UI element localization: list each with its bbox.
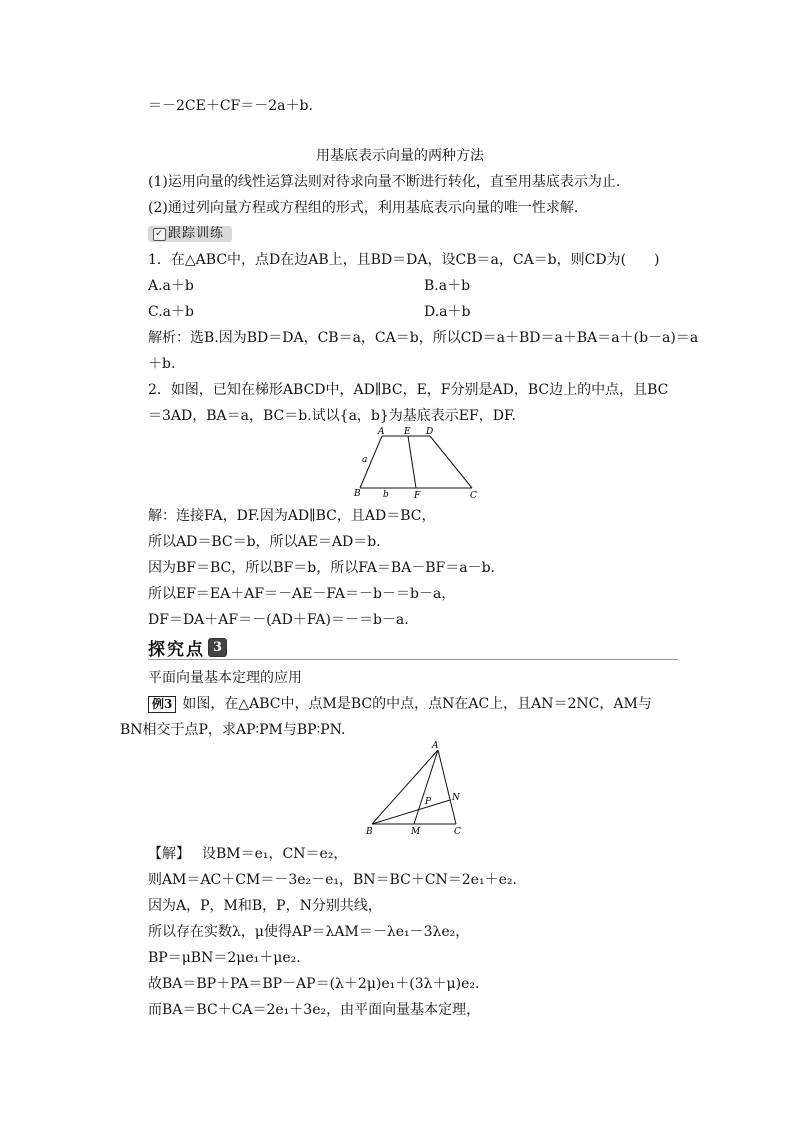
question-1: 1．在△ABC中，点D在边AB上，且BD＝DA，设CB＝a，CA＝b，则CD为( ): [148, 252, 660, 268]
example-tag: 例3: [148, 696, 176, 713]
q1-solution-2: ＋b.: [148, 356, 176, 372]
solution-text-1: 设BM＝e₁，CN＝e₂，: [202, 846, 348, 862]
solution-tag: 【解】: [148, 846, 190, 862]
explore-point-banner: [148, 636, 227, 658]
method-title: 用基底表示向量的两种方法: [316, 148, 484, 164]
q1-option-a: A.a＋b: [148, 278, 194, 294]
solution-line-7: 而BA＝BC＋CA＝2e₁＋3e₂，由平面向量基本定理，: [148, 1002, 481, 1018]
fig1-label-f: F: [414, 491, 421, 501]
solution-line-4: 所以存在实数λ，μ使得AP＝λAM＝－λe₁－3λe₂，: [148, 924, 470, 940]
check-icon: ✓: [153, 228, 166, 241]
trapezoid-figure: [340, 424, 490, 502]
fig2-label-m: M: [411, 827, 421, 837]
fig1-label-e: E: [404, 427, 411, 437]
q1-option-b: B.a＋b: [424, 278, 471, 294]
q1-option-c: C.a＋b: [148, 304, 194, 320]
solution-line-1: [148, 844, 347, 864]
question-2-line-2: ＝3AD，BA＝a，BC＝b.试以{a，b}为基底表示EF，DF.: [148, 408, 516, 424]
fig1-label-vec-a: a: [362, 455, 368, 465]
fig1-label-vec-b: b: [383, 490, 389, 500]
track-training-banner: [148, 226, 232, 242]
method-2: (2)通过列向量方程或方程组的形式，利用基底表示向量的唯一性求解.: [148, 200, 579, 216]
triangle-figure: [360, 738, 480, 838]
solution-line-5: BP＝μBN＝2μe₁＋μe₂.: [148, 950, 301, 966]
fig1-label-d: D: [426, 427, 434, 437]
example-3-line-2: BN相交于点P，求AP∶PM与BP∶PN.: [120, 722, 346, 738]
fig2-label-a: A: [432, 741, 439, 751]
fig2-label-n: N: [452, 793, 460, 803]
q2-solution-4: 所以EF＝EA＋AF＝－AE－FA＝－b－＝b－a，: [148, 586, 456, 602]
q2-solution-1: 解：连接FA，DF.因为AD∥BC，且AD＝BC，: [148, 508, 436, 524]
fig1-label-c: C: [470, 491, 477, 501]
q1-option-d: D.a＋b: [424, 304, 471, 320]
fig2-label-c: C: [454, 827, 461, 837]
example-3-line-1: [148, 694, 652, 714]
question-2-line-1: 2．如图，已知在梯形ABCD中，AD∥BC，E，F分别是AD，BC边上的中点，且BC: [148, 382, 669, 398]
fig1-label-b: B: [354, 489, 361, 499]
fig2-label-b: B: [366, 827, 373, 837]
top-equation: ＝－2CE＋CF＝－2a＋b.: [148, 98, 313, 114]
fig1-label-a: A: [378, 427, 385, 437]
q2-solution-5: DF＝DA＋AF＝－(AD＋FA)＝－＝b－a.: [148, 612, 409, 628]
solution-line-2: 则AM＝AC＋CM＝－3e₂－e₁，BN＝BC＋CN＝2e₁＋e₂.: [148, 872, 517, 888]
explore-divider: [148, 659, 678, 660]
explore-point-label: 探究点: [148, 639, 205, 660]
solution-line-3: 因为A，P，M和B，P，N分别共线，: [148, 898, 382, 914]
track-training-label: 跟踪训练: [168, 226, 225, 241]
q1-solution-1: 解析：选B.因为BD＝DA，CB＝a，CA＝b，所以CD＝a＋BD＝a＋BA＝a＋(b－a)＝a: [148, 330, 699, 346]
q2-solution-3: 因为BF＝BC，所以BF＝b，所以FA＝BA－BF＝a－b.: [148, 560, 495, 576]
explore-point-number: 3: [208, 638, 227, 657]
example-3-text: 如图，在△ABC中，点M是BC的中点，点N在AC上，且AN＝2NC，AM与: [182, 696, 652, 712]
topic-title: 平面向量基本定理的应用: [148, 670, 302, 686]
q2-solution-2: 所以AD＝BC＝b，所以AE＝AD＝b.: [148, 534, 381, 550]
fig2-label-p: P: [425, 797, 432, 807]
solution-line-6: 故BA＝BP＋PA＝BP－AP＝(λ＋2μ)e₁＋(3λ＋μ)e₂.: [148, 976, 480, 992]
method-1: (1)运用向量的线性运算法则对待求向量不断进行转化，直至用基底表示为止.: [148, 174, 621, 190]
